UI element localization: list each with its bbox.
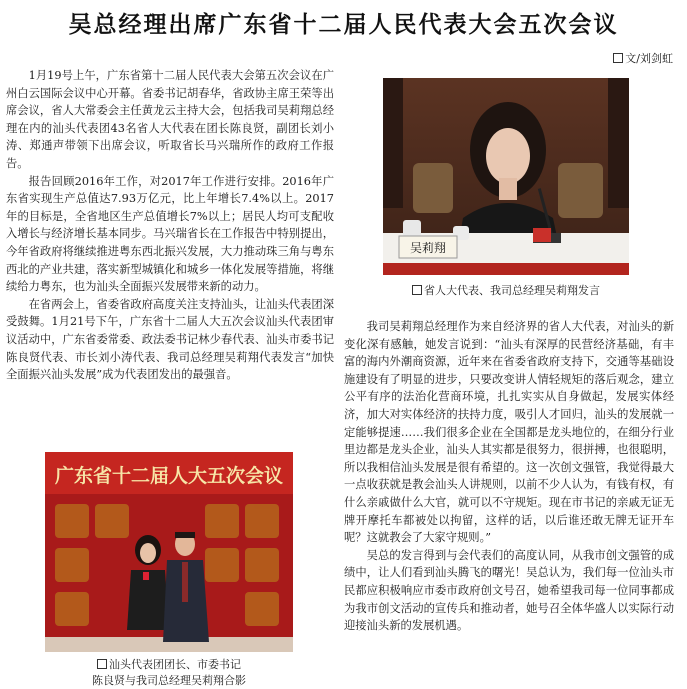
paragraph: 在省两会上，省委省政府高度关注支持汕头，让汕头代表团深受鼓舞。1月21号下午，广东省十二届人大五次会议汕头代表团审议活动中，广东省委常委、政法委书记林少春代表、汕头市委书记陈良贤代表、市长刘小涛代表、我司总经理吴莉翔代表发言“加快全面振兴汕头发展”成为代表团发出的最强音。 xyxy=(6,297,334,382)
speaker-photo-illustration xyxy=(383,78,629,275)
paragraph: 报告回顾2016年工作，对2017年工作进行安排。2016年广东省实现生产总值达7.93万亿元，比上年增长7.4%以上。2017年的目标是，全省地区生产总值增长7%以上；居民人均可支配收入增长与经济增长基本同步。马兴瑞省长在工作报告中特别提出，今年省政府将继续推进粤东西北振兴发展，大力推动珠三角与粤东西北的产业共建，落实新型城镇化和城乡一体化发展等措施，将继续给力粤东，也为汕头全面振兴发展带来新的动力。 xyxy=(6,174,334,294)
caption-text: 省人大代表、我司总经理吴莉翔发言 xyxy=(424,284,600,297)
speaker-photo xyxy=(383,78,629,275)
paragraph: 我司吴莉翔总经理作为来自经济界的省人大代表，对汕头的新变化深有感触，她发言说到：“汕头有深厚的民营经济基础，有丰富的海内外潮商资源，近年来在省委省政府支持下，交通等基础设施建设有了明显的进步，只要改变讲人情轻规矩的落后观念，建立公平有序的法治化营商环境，扎扎实实从自身做起，发展实体经济，加大对实体经济的扶持力度，吸引人才回归，汕头的发展就一定能够提速……我们很多企业在全国都是龙头地位的，在细分行业里边都是龙头企业，汕头人其实都是很努力，很拼搏，也很聪明，所以我相信汕头发展是很有希望的。这一次创文强管，我觉得最大一点收获就是教会汕头人讲规则，以前不少人认为，有钱有权，有什么亲戚做什么大官，就可以不守规矩。现在市书记的亲戚无证无牌开摩托车都被处以拘留，这样的话，以后谁还敢无牌无证开车呢？这就教会了大家守规则。” xyxy=(344,320,674,545)
paragraph: 吴总的发言得到与会代表们的高度认同，从我市创文强管的成绩中，让人们看到汕头腾飞的曙光！吴总认为，我们每一位汕头市民都应积极响应市委市政府创文号召，她希望我司每一位同事都成为我市创文活动的宣传兵和推动者，她号召全体华盛人以实际行动迎接汕头新的发展机遇。 xyxy=(344,548,674,633)
right-column xyxy=(344,318,674,635)
left-column xyxy=(6,67,334,384)
byline xyxy=(613,50,673,66)
nameplate-text: 吴莉翔 xyxy=(409,241,447,255)
photo-caption-right xyxy=(378,283,634,299)
caption-text: 汕头代表团团长、市委书记 xyxy=(109,658,241,671)
caption-line-2: 陈良贤与我司总经理吴莉翔合影 xyxy=(92,674,246,687)
group-photo-illustration xyxy=(45,452,293,652)
square-bullet-icon xyxy=(97,659,107,669)
photo-caption-left xyxy=(40,657,298,689)
paragraph: 1月19号上午，广东省第十二届人民代表大会第五次会议在广州白云国际会议中心开幕。省委书记胡春华，省政协主席王荣等出席会议，省人大常委会主任黄龙云主持大会，包括我司吴莉翔总经理在内的汕头代表团43名省人大代表在团长陈良贤，副团长刘小涛、郑通声带领下出席会议，听取省长马兴瑞所作的政府工作报告。 xyxy=(6,69,334,170)
banner-text: 广东省十二届人大五次会议 xyxy=(54,465,284,487)
caption-line-1 xyxy=(40,657,298,673)
square-bullet-icon xyxy=(412,285,422,295)
square-bullet-icon xyxy=(613,53,623,63)
byline-text: 文/刘剑虹 xyxy=(625,52,673,65)
article-title: 吴总经理出席广东省十二届人民代表大会五次会议 xyxy=(68,12,619,38)
group-photo xyxy=(45,452,293,652)
